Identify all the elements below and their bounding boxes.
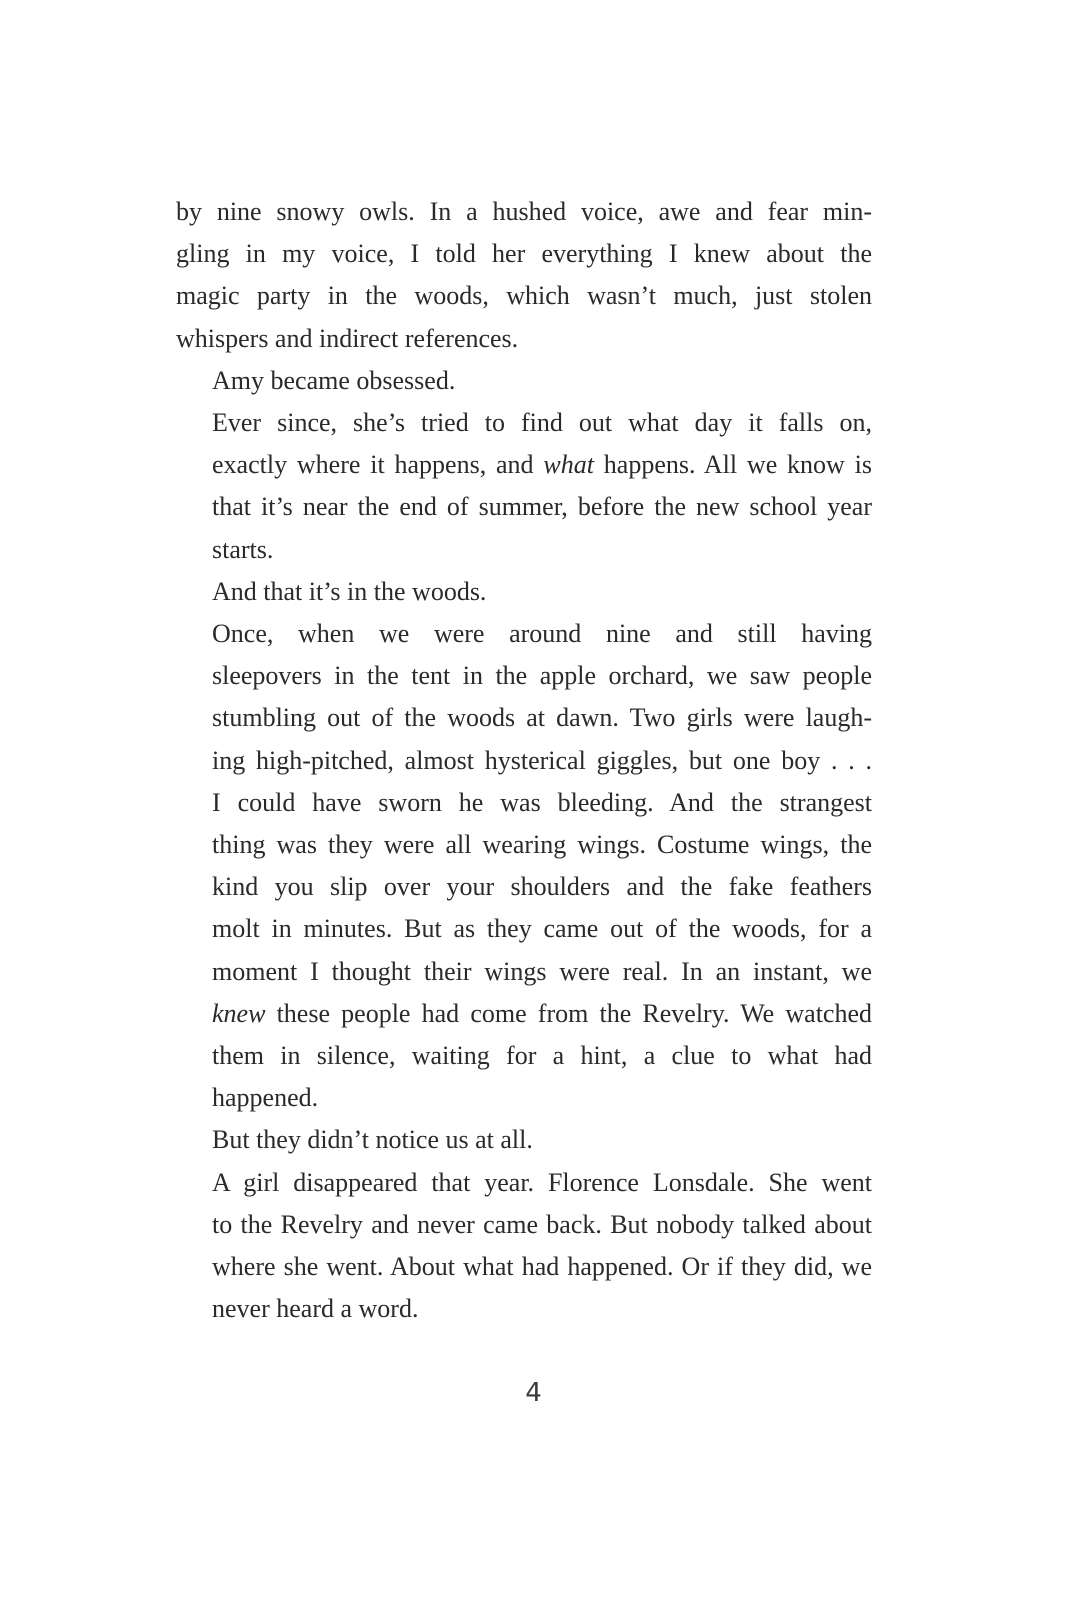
text-line: thing was they were all wearing wings. Costume wings, the xyxy=(212,830,872,860)
text-line: ing high-pitched, almost hysterical giggles, but one boy . . . xyxy=(212,745,872,775)
text-line: magic party in the woods, which wasn’t much, just stolen xyxy=(176,281,872,311)
text-line: Amy became obsessed. xyxy=(212,365,456,395)
text-line: stumbling out of the woods at dawn. Two girls were laugh- xyxy=(212,703,872,733)
text-line: moment I thought their wings were real. In an instant, we xyxy=(212,956,872,986)
paragraph xyxy=(176,1119,872,1161)
text-line: knew these people had come from the Revelry. We watched xyxy=(212,998,872,1028)
text-line: where she went. About what had happened. Or if they did, we xyxy=(212,1252,872,1282)
text-line: kind you slip over your shoulders and the fake feathers xyxy=(212,872,872,902)
paragraph xyxy=(176,360,872,402)
body-text xyxy=(176,191,872,1330)
paragraph xyxy=(176,613,872,1119)
paragraph xyxy=(176,571,872,613)
text-line: Once, when we were around nine and still having xyxy=(212,619,872,649)
text-line: never heard a word. xyxy=(212,1294,419,1324)
text-line: to the Revelry and never came back. But nobody talked about xyxy=(212,1209,872,1239)
text-line: And that it’s in the woods. xyxy=(212,576,487,606)
text-line: starts. xyxy=(212,534,274,564)
text-line: by nine snowy owls. In a hushed voice, awe and fear min- xyxy=(176,197,872,226)
text-line: that it’s near the end of summer, before the new school year xyxy=(212,492,872,522)
text-line: happened. xyxy=(212,1083,319,1113)
text-line: molt in minutes. But as they came out of the woods, for a xyxy=(212,914,872,944)
text-line: I could have sworn he was bleeding. And the strangest xyxy=(212,787,872,817)
text-line: But they didn’t notice us at all. xyxy=(212,1125,533,1155)
paragraph xyxy=(176,402,872,571)
text-line: gling in my voice, I told her everything I knew about the xyxy=(176,239,872,269)
paragraph xyxy=(176,191,872,360)
text-line: Ever since, she’s tried to find out what day it falls on, xyxy=(212,408,872,438)
text-line: exactly where it happens, and what happens. All we know is xyxy=(212,450,873,480)
text-line: whispers and indirect references. xyxy=(176,323,519,353)
text-line: A girl disappeared that year. Florence Lonsdale. She went xyxy=(212,1167,872,1197)
text-line: sleepovers in the tent in the apple orchard, we saw people xyxy=(212,661,872,691)
paragraph xyxy=(176,1162,872,1331)
page-number: 4 xyxy=(525,1378,542,1408)
text-line: them in silence, waiting for a hint, a clue to what had xyxy=(212,1041,872,1071)
